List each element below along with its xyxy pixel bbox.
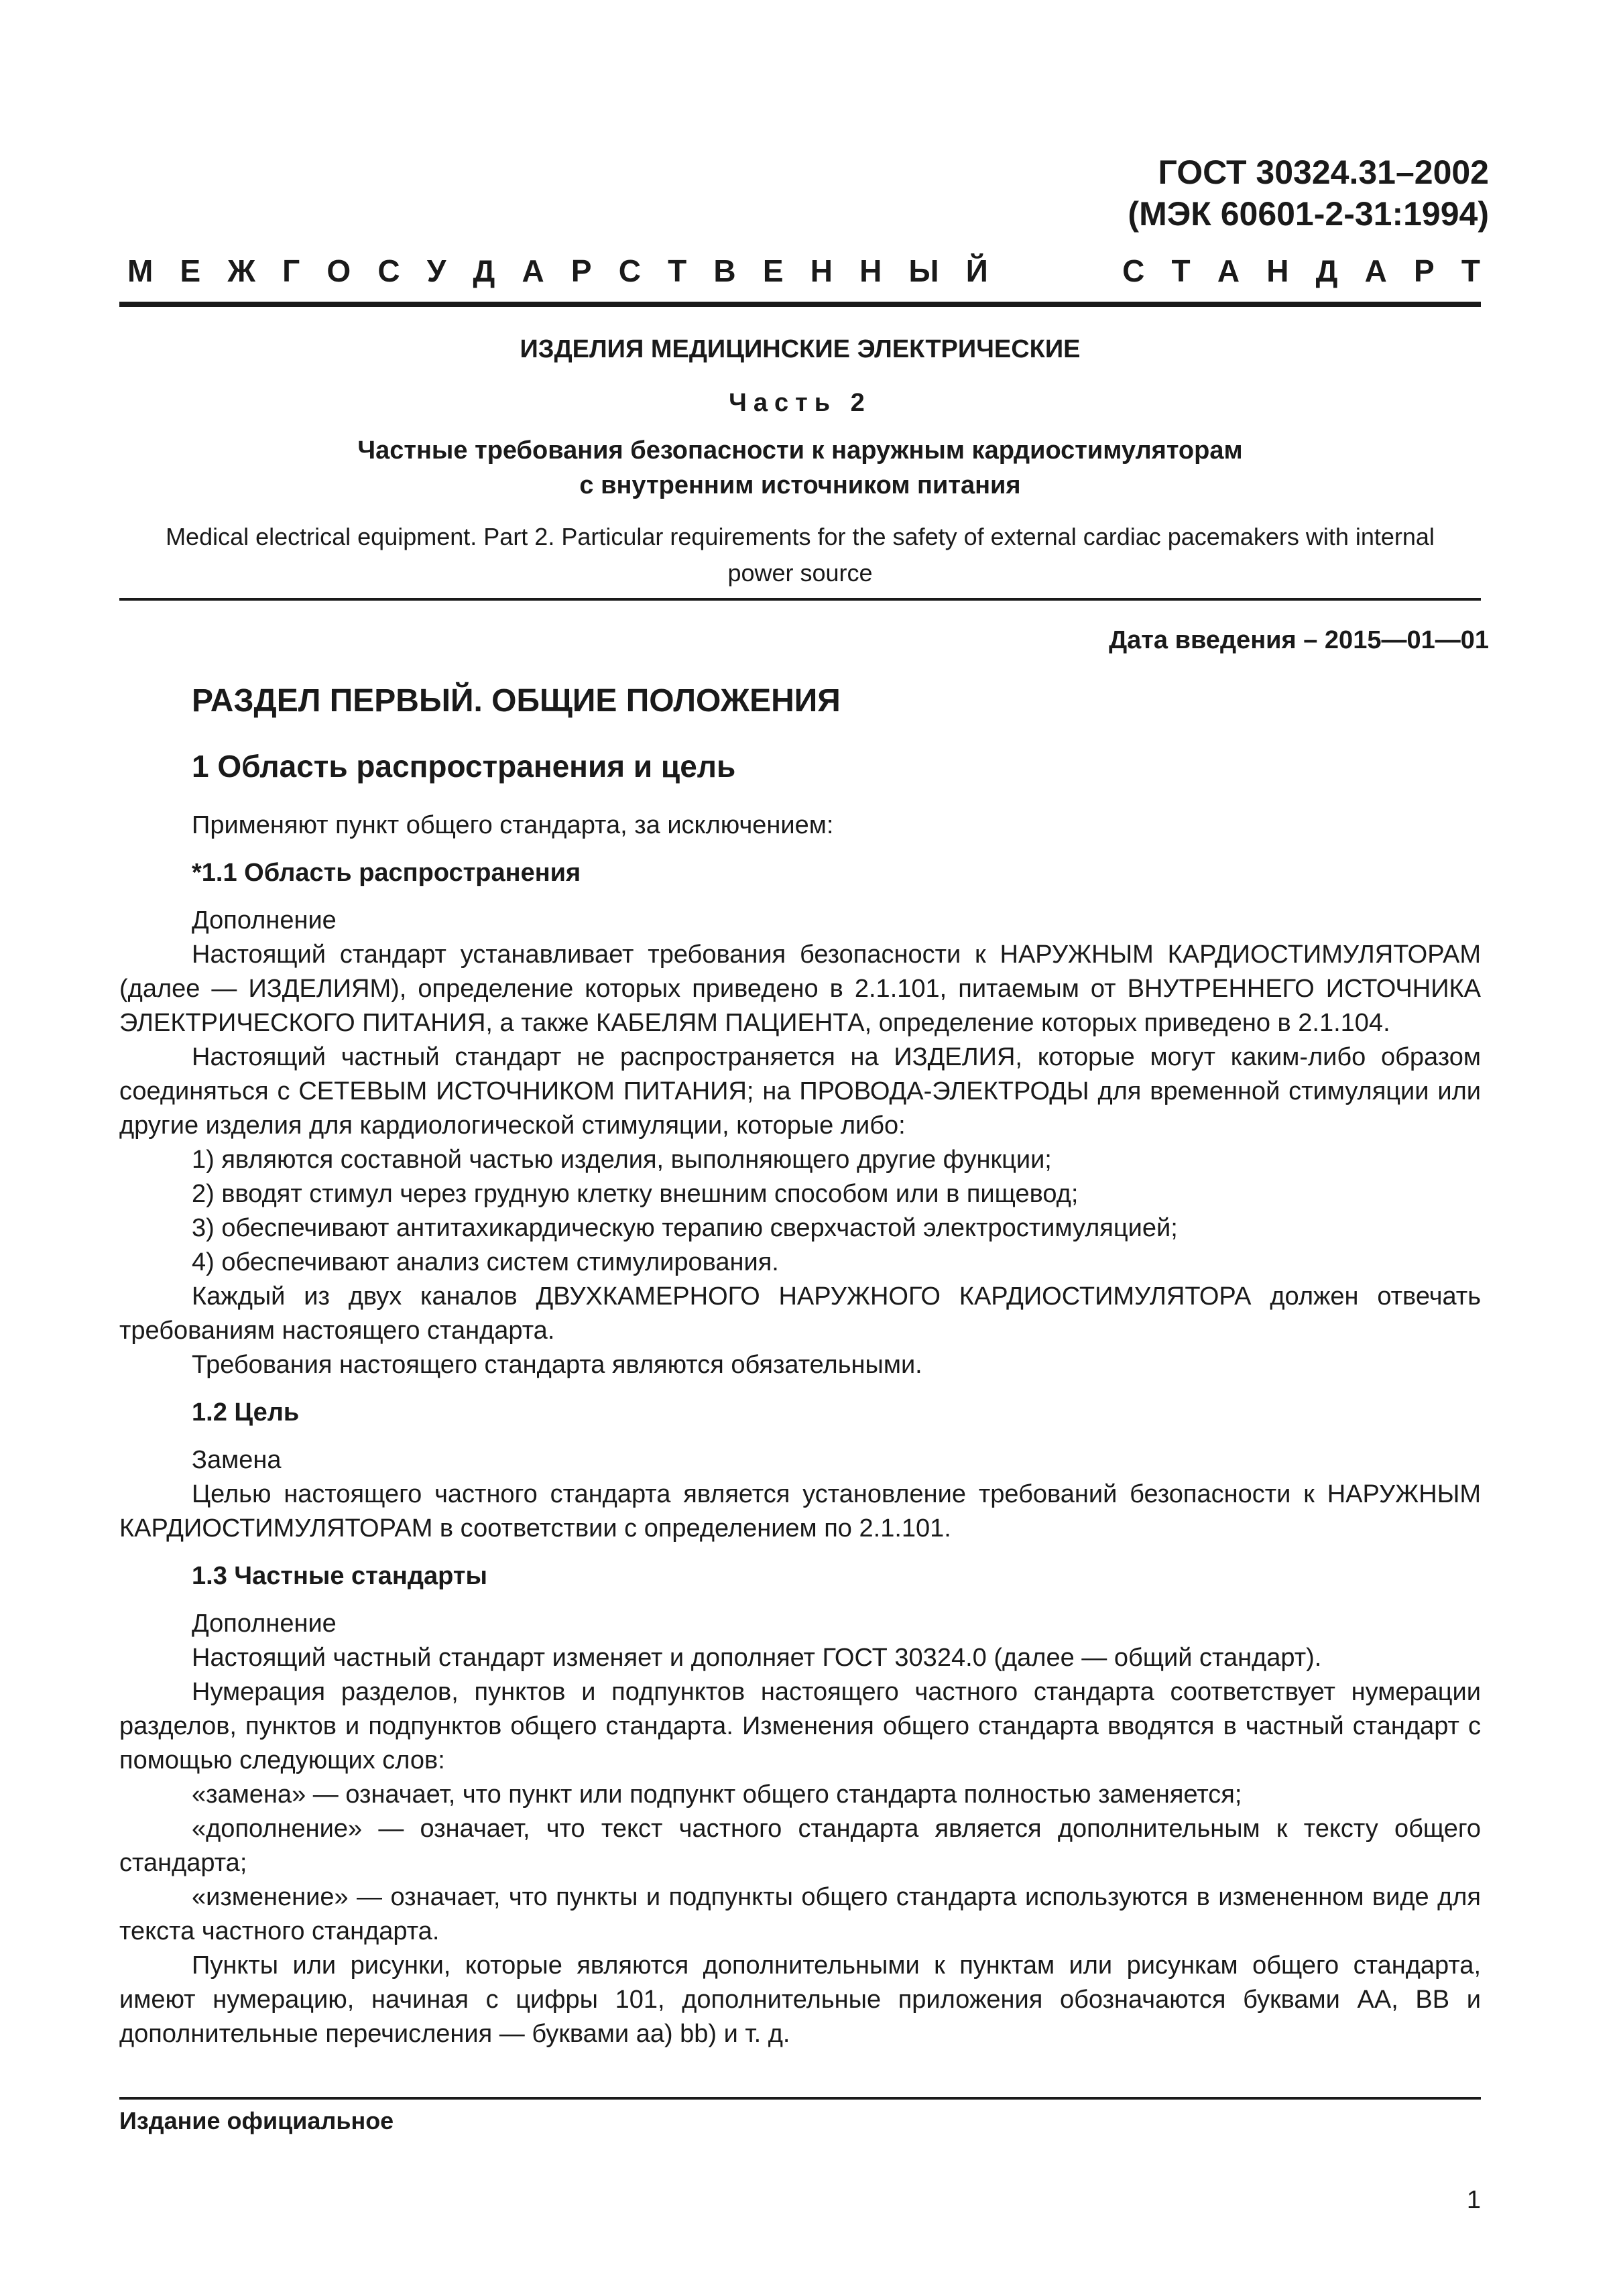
list-item: 2) вводят стимул через грудную клетку внешним способом или в пищевод;	[192, 1180, 1079, 1208]
paragraph: Применяют пункт общего стандарта, за исключением:	[192, 811, 834, 839]
document-body	[119, 808, 1481, 2051]
title-subtitle-line: с внутренним источником питания	[579, 471, 1021, 499]
banner-letter: Н	[859, 253, 882, 288]
banner-letter: С	[1122, 253, 1145, 288]
banner-letter: Й	[965, 253, 988, 288]
banner-letter: С	[618, 253, 641, 288]
banner-letter: Г	[282, 253, 300, 288]
gost-number: ГОСТ 30324.31–2002	[1158, 154, 1489, 191]
banner-letter: Р	[1413, 253, 1435, 288]
footer-rule	[119, 2097, 1481, 2100]
paragraph: Настоящий стандарт устанавливает требования безопасности к НАРУЖНЫМ КАРДИОСТИМУЛЯТОРАМ (далее — ИЗДЕЛИЯМ), определение которых приведено в 2.1.101, питаемым от ВНУТРЕННЕГО ИСТОЧНИКА ЭЛЕКТРИЧЕСКОГО ПИТАНИЯ, а также КАБЕЛЯМ ПАЦИЕНТА, определение которых приведено в 2.1.104.	[119, 941, 1481, 1037]
banner-letter: У	[426, 253, 446, 288]
banner-letter: Д	[473, 253, 495, 288]
title-english	[119, 519, 1481, 591]
introduction-date: Дата введения – 2015—01—01	[1109, 626, 1489, 654]
banner-letter: М	[127, 253, 154, 288]
banner-letter: Т	[1461, 253, 1480, 288]
banner-letter: Т	[668, 253, 687, 288]
paragraph: Требования настоящего стандарта являются обязательными.	[192, 1351, 922, 1379]
title-part: Часть 2	[729, 389, 871, 417]
paragraph: Целью настоящего частного стандарта является установление требований безопасности к НАРУЖНЫМ КАРДИОСТИМУЛЯТОРАМ в соответствии с определением по 2.1.101.	[119, 1480, 1481, 1543]
official-edition-label: Издание официальное	[119, 2107, 394, 2134]
banner-letter: Н	[1266, 253, 1289, 288]
paragraph: Настоящий частный стандарт изменяет и дополняет ГОСТ 30324.0 (далее — общий стандарт).	[192, 1644, 1322, 1672]
list-item: 1) являются составной частью изделия, выполняющего другие функции;	[192, 1146, 1052, 1174]
list-item: 4) обеспечивают анализ систем стимулирования.	[192, 1248, 779, 1276]
banner-letter: А	[522, 253, 544, 288]
section-heading: РАЗДЕЛ ПЕРВЫЙ. ОБЩИЕ ПОЛОЖЕНИЯ	[192, 683, 841, 719]
paragraph: Настоящий частный стандарт не распространяется на ИЗДЕЛИЯ, которые могут каким-либо образом соединяться с СЕТЕВЫМ ИСТОЧНИКОМ ПИТАНИЯ; на ПРОВОДА-ЭЛЕКТРОДЫ для временной стимуляции или другие изделия для кардиологической стимуляции, которые либо:	[119, 1043, 1481, 1140]
paragraph: Каждый из двух каналов ДВУХКАМЕРНОГО НАРУЖНОГО КАРДИОСТИМУЛЯТОРА должен отвечать требованиям настоящего стандарта.	[119, 1282, 1481, 1345]
title-english-line: power source	[727, 559, 873, 587]
paragraph: Дополнение	[192, 906, 337, 934]
paragraph: «замена» — означает, что пункт или подпункт общего стандарта полностью заменяется;	[192, 1780, 1242, 1809]
paragraph: «дополнение» — означает, что текст частного стандарта является дополнительным к тексту общего стандарта;	[119, 1815, 1481, 1877]
banner-letter: Е	[762, 253, 784, 288]
document-id	[1128, 152, 1489, 235]
banner-letter: В	[713, 253, 736, 288]
paragraph: Пункты или рисунки, которые являются дополнительными к пунктам или рисункам общего стандарта, имеют нумерацию, начиная с цифры 101, дополнительные приложения обозначаются буквами АА, ВВ и дополнительные перечисления — буквами аа) bb) и т. д.	[119, 1951, 1481, 2048]
banner-letter: Д	[1315, 253, 1338, 288]
banner-letter: Н	[810, 253, 833, 288]
paragraph: Дополнение	[192, 1610, 337, 1638]
header-rule	[119, 302, 1481, 307]
banner-letter: Ж	[227, 253, 255, 288]
banner-letter: Т	[1171, 253, 1191, 288]
banner-word-gap	[1015, 252, 1095, 290]
list-item: 3) обеспечивают антитахикардическую терапию сверхчастой электростимуляцией;	[192, 1214, 1178, 1242]
title-main: ИЗДЕЛИЯ МЕДИЦИНСКИЕ ЭЛЕКТРИЧЕСКИЕ	[520, 335, 1081, 363]
clause-heading: 1 Область распространения и цель	[192, 749, 736, 784]
paragraph: Замена	[192, 1446, 282, 1474]
page-number: 1	[1466, 2186, 1481, 2214]
banner-letter: А	[1217, 253, 1240, 288]
subclause-heading: 1.2 Цель	[192, 1398, 300, 1427]
banner-letter: С	[377, 253, 400, 288]
title-subtitle-line: Частные требования безопасности к наружным кардиостимуляторам	[357, 436, 1243, 465]
subclause-heading: *1.1 Область распространения	[192, 859, 581, 887]
iec-number: (МЭК 60601-2-31:1994)	[1128, 195, 1489, 233]
subclause-heading: 1.3 Частные стандарты	[192, 1562, 487, 1590]
title-rule	[119, 598, 1481, 601]
banner-letter: О	[326, 253, 351, 288]
interstate-standard-banner	[127, 252, 1480, 290]
paragraph: Нумерация разделов, пунктов и подпунктов настоящего частного стандарта соответствует нумерации разделов, пунктов и подпунктов общего стандарта. Изменения общего стандарта вводятся в частный стандарт с помощью следующих слов:	[119, 1678, 1481, 1774]
title-english-line: Medical electrical equipment. Part 2. Particular requirements for the safety of external cardiac pacemakers with internal	[166, 523, 1435, 550]
banner-letter: Е	[180, 253, 201, 288]
banner-letter: Ы	[908, 253, 939, 288]
paragraph: «изменение» — означает, что пункты и подпункты общего стандарта используются в измененном виде для текста частного стандарта.	[119, 1883, 1481, 1945]
banner-letter: Р	[570, 253, 592, 288]
title-subtitle	[119, 433, 1481, 503]
banner-letter: А	[1364, 253, 1387, 288]
